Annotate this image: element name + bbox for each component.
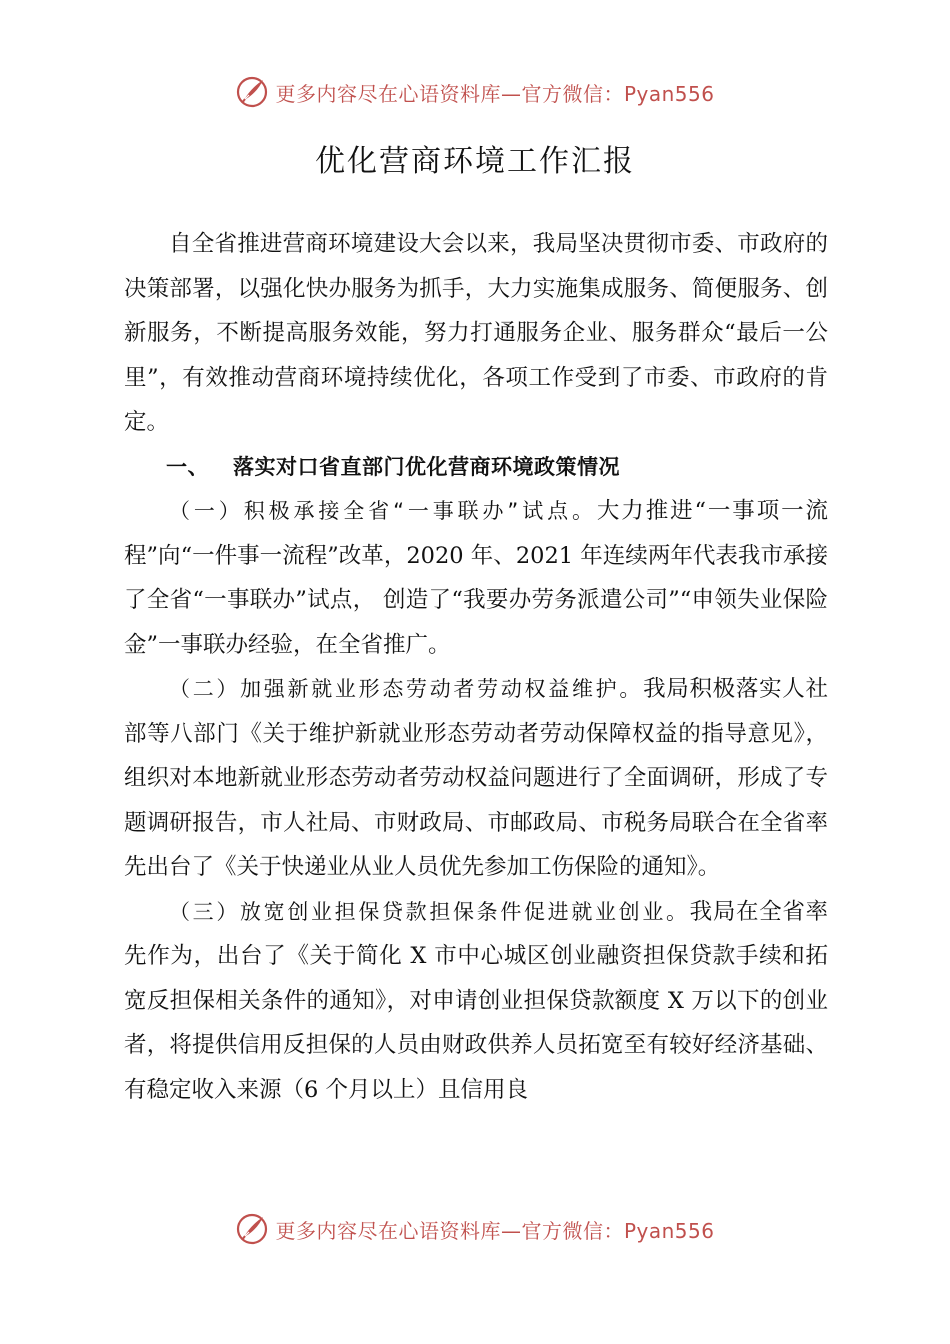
item-paragraph-3 [124, 890, 828, 1113]
item-heading-2: （二）加强新就业形态劳动者劳动权益维护。 [169, 677, 644, 701]
footer-banner [0, 1209, 950, 1249]
item-text-3: 我局在全省率先作为，出台了《关于简化 X 市中心城区创业融资担保贷款手续和拓宽反担保相关条件的通知》，对申请创业担保贷款额度 X 万以下的创业者，将提供信用反担保的人员由财政供养人员拓宽至有较好经济基础、有稳定收入来源（6 个月以上）且信用良 [124, 898, 828, 1103]
section-number: 一、 [166, 454, 209, 479]
quill-pen-logo-icon [235, 75, 269, 109]
document-body [124, 222, 828, 1112]
header-banner [0, 72, 950, 112]
item-text-1: 大力推进“一事项一流程”向“一件事一流程”改革，2020 年、2021 年连续两年代表我市承接了全省“一事联办”试点， 创造了“我要办劳务派遣公司”“申领失业保险金”一事联办经验，在全省推广。 [124, 498, 828, 658]
intro-paragraph: 自全省推进营商环境建设大会以来，我局坚决贯彻市委、市政府的决策部署，以强化快办服务为抓手，大力实施集成服务、简便服务、创新服务，不断提高服务效能，努力打通服务企业、服务群众“最后一公里”，有效推动营商环境持续优化，各项工作受到了市委、市政府的肯定。 [124, 231, 828, 435]
item-heading-3: （三）放宽创业担保贷款担保条件促进就业创业。 [169, 899, 690, 924]
footer-banner-text: 更多内容尽在心语资料库—官方微信：Pyan556 [275, 1218, 715, 1243]
section-heading-1 [124, 445, 828, 490]
item-paragraph-2 [124, 667, 828, 890]
quill-pen-logo-icon [235, 1212, 269, 1246]
header-banner-text: 更多内容尽在心语资料库—官方微信：Pyan556 [275, 81, 715, 106]
item-text-2: 我局积极落实人社部等八部门《关于维护新就业形态劳动者劳动保障权益的指导意见》，组织对本地新就业形态劳动者劳动权益问题进行了全面调研，形成了专题调研报告，市人社局、市财政局、市邮政局、市税务局联合在全省率先出台了《关于快递业从业人员优先参加工伤保险的通知》。 [124, 676, 828, 880]
item-paragraph-1 [124, 489, 828, 667]
item-heading-1: （一）积极承接全省“一事联办”试点。 [169, 499, 597, 523]
section-title: 落实对口省直部门优化营商环境政策情况 [233, 454, 620, 479]
document-title: 优化营商环境工作汇报 [315, 144, 635, 179]
